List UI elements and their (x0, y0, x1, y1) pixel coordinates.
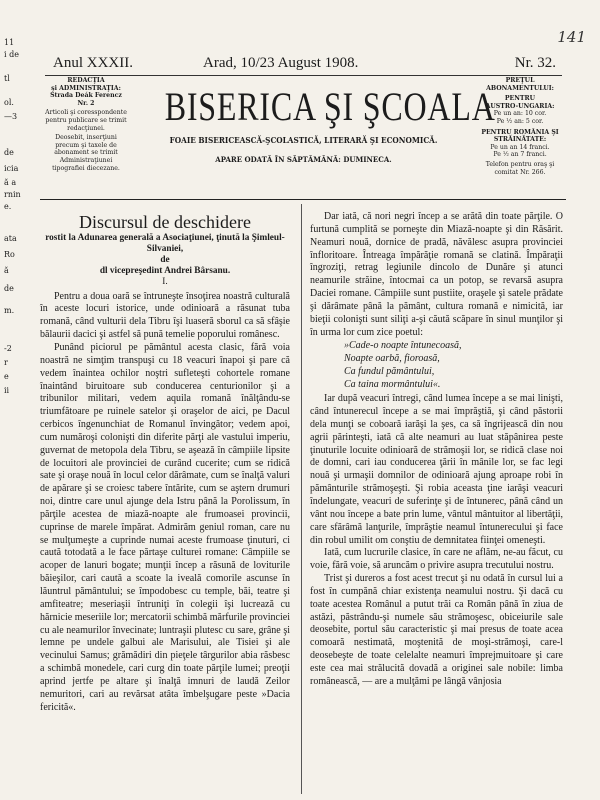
margin-fragment: —3 (4, 112, 18, 121)
article-paragraph: Iată, cum lucrurile clasice, în care ne aflăm, ne-au făcut, cu voie, fără voie, să aruncăm o privire asupra trecutului nostru. (310, 547, 563, 572)
poem-line: Ca taina mormântului«. (344, 378, 441, 390)
header-divider (40, 199, 566, 200)
margin-fragment: tl (4, 74, 10, 83)
article-section-number: I. (162, 276, 168, 287)
margin-fragment: e. (4, 202, 12, 211)
column-divider (301, 204, 302, 794)
margin-fragment: rnin (4, 190, 21, 199)
margin-fragment: e (4, 372, 9, 381)
article-paragraph: Punând piciorul pe pământul acesta clasic, fără voia noastră ne simţim transpuşi cu 18 veacuri înapoi şi pare că vedem înaintea ochilor noştri sufleteşti cohortele romane înaintând biruitoare sub conducerea centurionilor şi a tribunilor militari, vedem aquila romană înălţându-se triumfătoare pe ruinele satelor şi oraşelor de aici, pe Dacul cerbicos îngenunchiat de Romanul învingător; vedem apoi, cum număroşi colonişti din diferite părţi ale vastului imperiu, guvernat de metopola dela Tibru, se aşează în câmpiile lipsite de locuitori ale provinciei de curând cucerite; cum se ridică sate şi oraşe nouă în locul celor dărâmate, cum se înalţă valuri de apărare şi se croiesc tabere întărite, cum se aştern drumuri noi, dintre care unul ajunge dela Istru până la Porolissum, în părţile acestea de miază-noapte ale frumoasei provincii, cuprinse de marele împărat. Admirăm geniul roman, care nu se mulţumeşte a cuprinde numai aceste frumoase ţinuturi, ci caută totodată a le face părtaşe culturei romane: Câmpiile se acoper de lanuri bogate; munţii încep a răsună de loviturile băieşilor, cari caută a scoate la iveală comorile ascunse în lăuntrul pământului; se împodobesc cu temple, băi, teatre şi amfiteatre; meseriaşii întruniţi în colegii îşi lucrează cu hărnicie meseriile lor; mercatorii schimbă mărfurile provinciei cu ale neamurilor învecinate; luntraşii plutesc cu sare, grâne şi lemne pe undele galbui ale Marisului, ale Tisiei şi ale vecinului Samus; grămădiri din pieţele târgurilor abia răsbesc a schimbă monedele, cari curg din toate părţile lumei; preoţii aprind jertfe pe altare şi înalţă imnuri de laudă Zeilor nemuritori, cari au revărsat atâta îmbelşugare peste »Dacia fericită«. (40, 341, 290, 713)
margin-fragment: m. (4, 306, 15, 315)
editorial-heading: REDACŢIA şi ADMINISTRAŢIA: Strada Deák Ferencz Nr. 2 (50, 77, 122, 107)
austria-year-price: Pe un an: 10 cor. (493, 110, 547, 118)
poem-line: »Cade-o noapte întunecoasă, (344, 340, 462, 352)
article-title: Discursul de deschidere (79, 212, 251, 232)
masthead (130, 76, 496, 164)
margin-fragment: de (4, 284, 14, 293)
poem-line: Ca fundul pământului, (344, 365, 435, 377)
issue-number: Nr. 32. (514, 55, 556, 71)
margin-fragment: ol. (4, 98, 14, 107)
article-subtitle: rostit la Adunarea generală a Asociaţiunei, ţinută la Şimleul-Silvaniei, (45, 233, 285, 254)
editorial-notice-ads: Deosebit, inserţiuni precum şi taxele de abonament se trimit Administraţiunei tipografiei diecezane. (52, 134, 120, 172)
issue-year: Anul XXXII. (53, 55, 133, 71)
margin-fragment: i de (4, 50, 19, 59)
article-paragraph: Dar iată, că nori negri încep a se arătă din toate părţile. O furtună cumplită se porneşte din Miază-noapte şi din Răsărit. Neamuri nouă, dornice de pradă, năvălesc asupra provinciei înfloritoare. Întreaga împărăţie romană se clatină. Împăraţii îngroziţi, retrag legiunile dincolo de Dunăre şi atunci neamurile străine, întocmai ca un potop, se revarsă asupra Daciei romane. Câmpiile sunt pustiite, oraşele şi satele prădate şi dărâmate până la pământ, cultura romană e nimicită, iar bieţii colonişti sunt siliţi a-şi căută scăpare în sinul munţilor şi în urma lor cum zice poetul: (310, 211, 563, 338)
issue-line (45, 53, 562, 76)
margin-fragment: ă a (4, 178, 17, 187)
article-paragraph: Trist şi dureros a fost acest trecut şi nu odată în cursul lui a fost în cumpănă chiar existenţa neamului nostru. Şi dacă cu toate acestea Românul a putut trăi ca Român până în ziua de astăzi, păstrându-şi numele său strămoşesc, obiceiurile sale deosebite, portul său caracteristic şi mai presus de toate acea comoară nestimată, moştenită de moşi-strămoşi, care-l deosebeşte de toate celelalte neamuri împrejmuitoare şi care este cea mai strălucită dovadă a originei sale nobile: limba românească, — are a mulţămi pe lângă vânjosia (310, 573, 563, 687)
margin-fragment: 11 (4, 38, 15, 47)
phone-info: Telefon pentru oraş şi comitat Nr. 266. (485, 160, 555, 176)
editorial-info-box (45, 77, 127, 172)
article-right-column (310, 211, 563, 689)
newspaper-subtitle: FOAIE BISERICEASCĂ-ŞCOLASTICĂ, LITERARĂ ŞI ECONOMICĂ. (169, 136, 438, 146)
publication-frequency: APARE ODATĂ ÎN SĂPTĂMÂNĂ: DUMINECA. (215, 155, 392, 164)
newspaper-title: BISERICA ŞI ŞCOALA (164, 84, 496, 129)
article-author: dl vicepreşedint Andrei Bârsanu. (99, 265, 231, 276)
romania-heading: PENTRU ROMÂNIA ŞI STRĂINĂTATE: (481, 128, 559, 144)
margin-fragment: ii (4, 386, 10, 395)
handwritten-note: 141 (557, 28, 586, 46)
issue-date: Arad, 10/23 August 1908. (203, 55, 359, 71)
austria-half-price: Pe ½ an: 5 cor. (496, 117, 544, 125)
margin-fragment: -2 (4, 344, 12, 353)
margin-fragment: de (4, 148, 14, 157)
page-margin-fragments (0, 38, 30, 458)
margin-fragment: ata (4, 234, 17, 243)
article-paragraph: Pentru a doua oară se întruneşte însoţirea noastră culturală în aceste locuri istorice, unde odinioară a răsunat tuba romană, când vulturii dela Tibru îşi luaseră sborul ca să sfâşie bălaurii dacici şi astfel să pună temelie poporului românesc. (40, 290, 290, 341)
editorial-notice-articles: Articoli şi coresspondente pentru publicare se trimit redacţiunei. (45, 109, 127, 132)
poem-line: Noapte oarbă, fioroasă, (344, 353, 440, 365)
margin-fragment: Ro (4, 250, 15, 259)
article-left-column (40, 212, 290, 714)
pricing-info-box (476, 77, 564, 176)
romania-year-price: Pe un an 14 franci. (490, 143, 550, 151)
margin-fragment: r (4, 358, 8, 367)
romania-half-price: Pe ½ an 7 franci. (493, 151, 547, 159)
margin-fragment: icia (4, 164, 19, 173)
margin-fragment: ă (4, 266, 9, 275)
article-by: de (160, 254, 170, 265)
pricing-heading: PREŢUL ABONAMENTULUI: (486, 77, 554, 92)
poem-quote (310, 340, 563, 391)
austria-heading: PENTRU AUSTRO-UNGARIA: (485, 95, 555, 110)
article-paragraph: Iar după veacuri întregi, când lumea începe a se mai linişti, când întunerecul începe a se mai împrăştiă, şi când păstorii dela munţi se coboară iarăşi la şes, ca să îngrijească din nou agrii părinteşti, iată că alte neamuri au luat stăpânirea peste ţinuturile locuite odinioară de strămoşii lor, se ridică clase noi de domni, cari iau conducerea ţării în mânile lor, se fac legi nouă şi urmaşii domnilor de odinioară ajung aproape robi în pământurile strămoşeşti. Şi robia aceasta ţine iarăşi veacuri îndelungate, veacuri de suferinţe şi de întunerec, până când un vânt nou începe a bate prin lume, vântul mântuitor al libertăţii, care sfărâmă lanţurile, împrăştie neamul întunerecului şi face din robul umilit om conştiu de demnitatea fiinţei omeneşti. (310, 393, 563, 546)
